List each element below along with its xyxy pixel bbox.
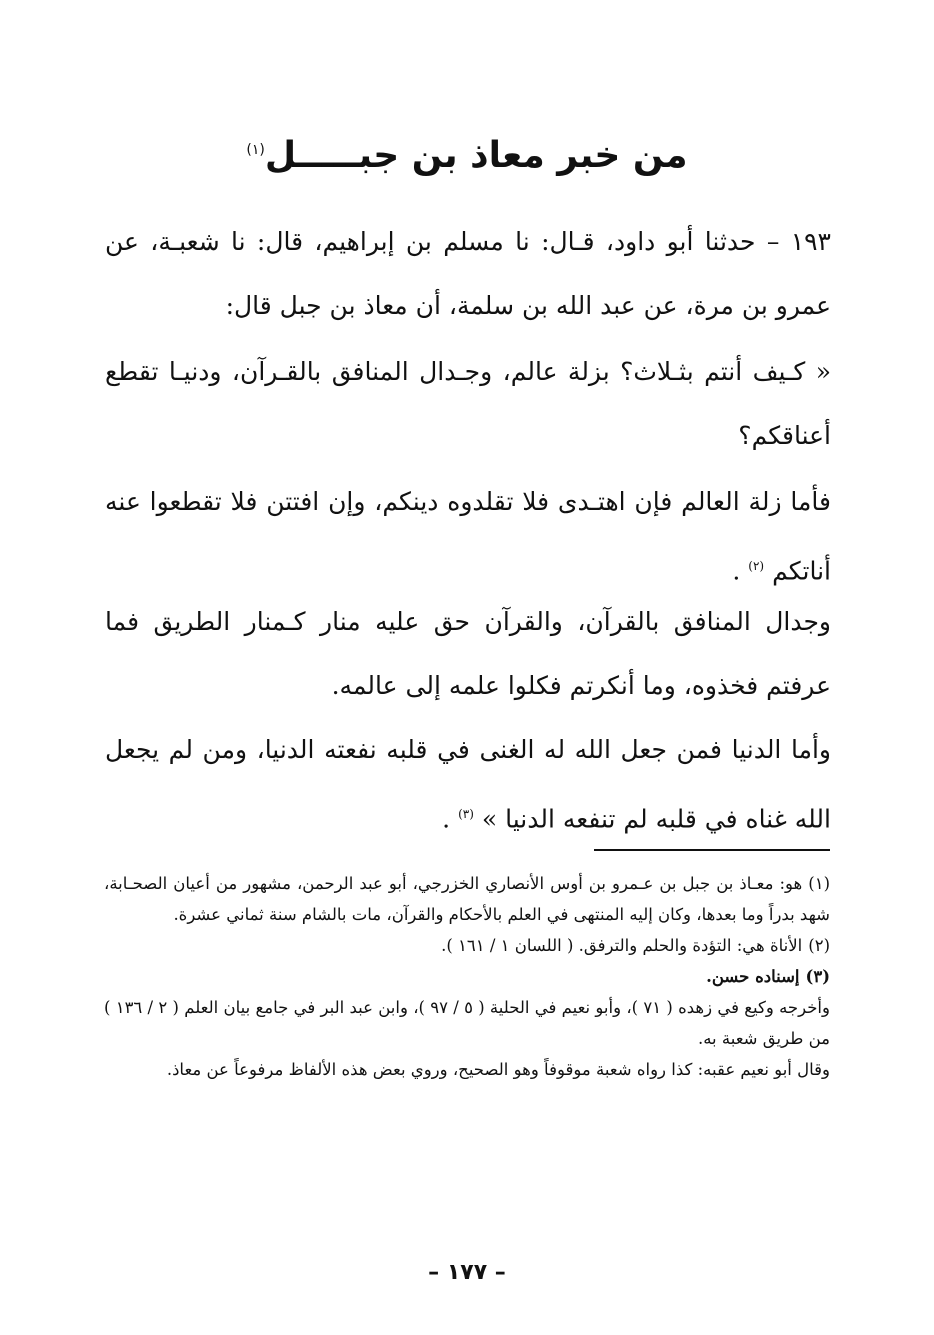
footnote-1-text: هو: معـاذ بن جبل بن عـمرو بن أوس الأنصاري الخزرجي، أبو عبد الرحمن، مشهور من أعيان الصحـابة، شهد بدراً وما بعدها، وكان إليه المنتهى في العلم بالأحكام والقرآن، مات بالشام سنة ثماني عشرة. xyxy=(104,874,830,924)
scholar-slip-paragraph xyxy=(105,470,831,603)
footnote-3-detail-2-text: وقال أبو نعيم عقبه: كذا رواه شعبة موقوفاً وهو الصحيح، وروي بعض هذه الألفاظ مرفوعاً عن معاذ. xyxy=(166,1060,830,1079)
footnote-separator xyxy=(594,849,830,851)
chapter-title-note-ref[interactable]: (١) xyxy=(246,142,265,158)
footnote-3-detail-2 xyxy=(104,1054,830,1085)
paragraph-text: ١٩٣ – حدثنا أبو داود، قـال: نا مسلم بن إبراهيم، قال: نا شعبـة، عن عمرو بن مرة، عن عبد الله بن سلمة، أن معاذ بن جبل قال: xyxy=(105,227,831,320)
paragraph-period: . xyxy=(442,804,451,834)
footnotes-section xyxy=(104,868,830,1085)
paragraph-text: فأما زلة العالم فإن اهتـدى فلا تقلدوه دينكم، وإن افتتن فلا تقطعوا عنه أناتكم xyxy=(105,487,831,586)
chapter-title-text: من خبر معاذ بن جبـــــل xyxy=(264,135,688,176)
footnote-1-number: (١) xyxy=(808,874,830,893)
footnote-3-detail-1 xyxy=(104,992,830,1054)
footnote-2 xyxy=(104,930,830,961)
paragraph-text: « كـيف أنتم بثـلاث؟ بزلة عالم، وجـدال المنافق بالقـرآن، ودنيـا تقطع أعناقكم؟ xyxy=(105,357,831,450)
paragraph-text: وأما الدنيا فمن جعل الله له الغنى في قلبه نفعته الدنيا، ومن لم يجعل الله غناه في قلبه لم تنفعه الدنيا » xyxy=(105,735,831,834)
footnote-ref-2[interactable]: (٢) xyxy=(748,559,765,573)
footnote-3 xyxy=(104,961,830,992)
footnote-3-text: إسناده حسن. xyxy=(706,967,800,986)
chapter-title xyxy=(0,120,934,186)
paragraph-period: . xyxy=(732,556,741,586)
footnote-1 xyxy=(104,868,830,930)
page-number: – ١٧٧ – xyxy=(428,1260,506,1285)
worldly-life-paragraph xyxy=(105,718,831,851)
footnote-3-number: (٣) xyxy=(805,967,830,986)
footnote-2-text: الأناة هي: التؤدة والحلم والترفق. ( اللسان ١ / ١٦١ ). xyxy=(441,936,803,955)
paragraph-text: وجدال المنافق بالقرآن، والقرآن حق عليه منار كـمنار الطريق فما عرفتم فخذوه، وما أنكرتم فكلوا علمه إلى عالمه. xyxy=(105,607,831,700)
footnote-ref-3[interactable]: (٣) xyxy=(458,807,474,821)
footnote-2-number: (٢) xyxy=(808,936,830,955)
footnote-3-detail-1-text: وأخرجه وكيع في زهده ( ٧١ )، وأبو نعيم في الحلية ( ٥ / ٩٧ )، وابن عبد البر في جامع بيان العلم ( ٢ / ١٣٦ ) من طريق شعبة به. xyxy=(104,998,830,1048)
hadith-isnad-paragraph xyxy=(105,210,831,338)
hadith-matn-opening-paragraph xyxy=(105,340,831,468)
hypocrite-dispute-paragraph xyxy=(105,590,831,718)
